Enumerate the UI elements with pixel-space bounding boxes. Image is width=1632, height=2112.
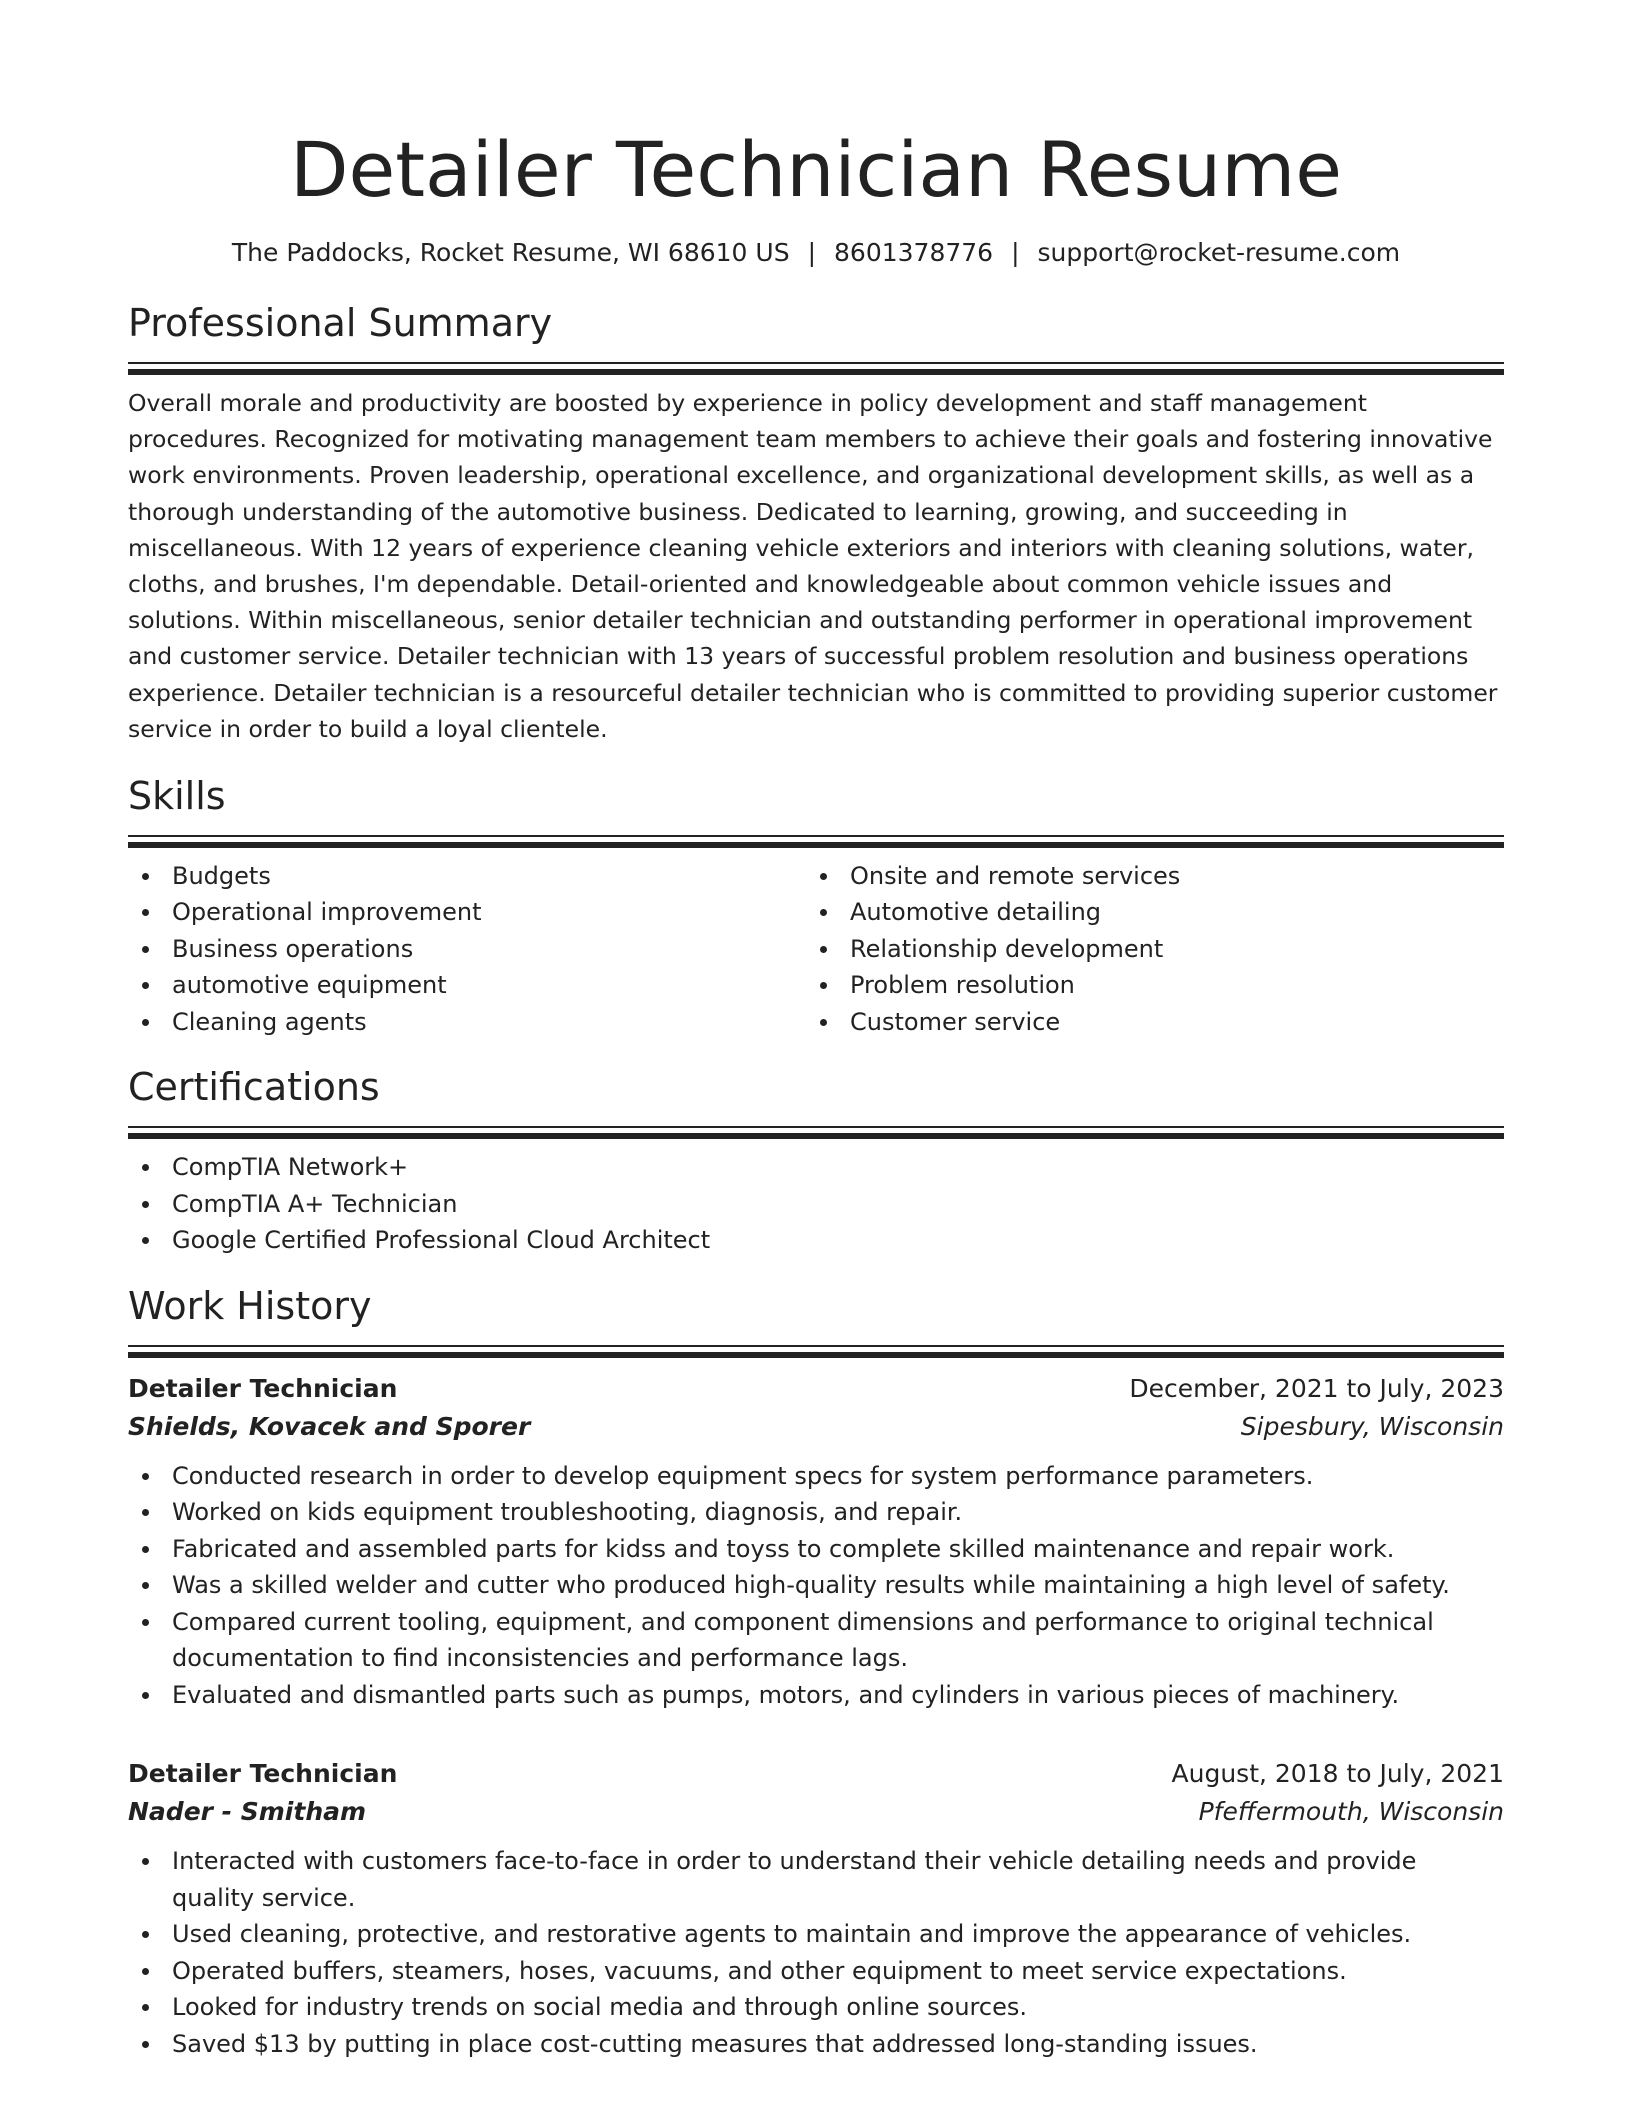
job-dates: August, 2018 to July, 2021 xyxy=(1171,1759,1504,1789)
job-header-row xyxy=(128,1370,1504,1408)
job-bullet: Used cleaning, protective, and restorative agents to maintain and improve the appearance of vehicles. xyxy=(128,1916,1504,1953)
job-title: Detailer Technician xyxy=(128,1373,398,1403)
skill-item: Relationship development xyxy=(806,931,1484,968)
contact-line xyxy=(128,236,1504,270)
job-title: Detailer Technician xyxy=(128,1759,398,1789)
job-employer-row xyxy=(128,1793,1504,1831)
job-bullet: Was a skilled welder and cutter who produced high-quality results while maintaining a high level of safety. xyxy=(128,1567,1504,1604)
contact-address: The Paddocks, Rocket Resume, WI 68610 US xyxy=(231,238,790,267)
job-company: Shields, Kovacek and Sporer xyxy=(128,1411,531,1441)
job-bullets xyxy=(128,1843,1504,2062)
skills-column-left xyxy=(128,858,806,1041)
contact-phone: 8601378776 xyxy=(834,238,994,267)
section-divider xyxy=(128,362,1504,375)
contact-separator: | xyxy=(1011,238,1020,267)
certifications-heading: Certifications xyxy=(128,1065,380,1110)
skills-column-right xyxy=(806,858,1484,1041)
page-title: Detailer Technician Resume xyxy=(289,125,1343,214)
work-history-heading: Work History xyxy=(128,1283,372,1328)
skill-item: Automotive detailing xyxy=(806,894,1484,931)
resume-page xyxy=(128,0,1504,2062)
section-divider xyxy=(128,835,1504,848)
job-location: Pfeffermouth, Wisconsin xyxy=(1198,1797,1504,1827)
skills-heading: Skills xyxy=(128,773,226,818)
job-bullet: Conducted research in order to develop equipment specs for system performance parameters. xyxy=(128,1458,1504,1495)
skill-item: automotive equipment xyxy=(128,967,806,1004)
job-bullet: Worked on kids equipment troubleshooting, diagnosis, and repair. xyxy=(128,1494,1504,1531)
skills-grid xyxy=(128,858,1504,1041)
skill-item: Problem resolution xyxy=(806,967,1484,1004)
summary-heading: Professional Summary xyxy=(128,301,553,345)
certification-item: CompTIA Network+ xyxy=(128,1149,1504,1186)
job-header-row xyxy=(128,1755,1504,1793)
job-bullet: Interacted with customers face-to-face in order to understand their vehicle detailing needs and provide quality service. xyxy=(128,1843,1504,1916)
contact-email: support@rocket-resume.com xyxy=(1037,238,1401,267)
job-entry xyxy=(128,1755,1504,2062)
job-bullets xyxy=(128,1458,1504,1714)
job-entry xyxy=(128,1370,1504,1714)
certifications-list xyxy=(128,1149,1504,1259)
certifications-section xyxy=(128,1062,1504,1259)
job-location: Sipesbury, Wisconsin xyxy=(1240,1411,1504,1441)
skill-item: Cleaning agents xyxy=(128,1004,806,1041)
section-divider xyxy=(128,1126,1504,1139)
summary-text: Overall morale and productivity are boosted by experience in policy development and staff management procedures. Recognized for motivating management team members to achieve their goals and fostering innovative work environments. Proven leadership, operational excellence, and organizational development skills, as well as a thorough understanding of the automotive business. Dedicated to learning, growing, and succeeding in miscellaneous. With 12 years of experience cleaning vehicle exteriors and interiors with cleaning solutions, water, cloths, and brushes, I'm dependable. Detail-oriented and knowledgeable about common vehicle issues and solutions. Within miscellaneous, senior detailer technician and outstanding performer in operational improvement and customer service. Detailer technician with 13 years of successful problem resolution and business operations experience. Detailer technician is a resourceful detailer technician who is committed to providing superior customer service in order to build a loyal clientele. xyxy=(128,389,1498,743)
job-bullet: Fabricated and assembled parts for kidss and toyss to complete skilled maintenance and repair work. xyxy=(128,1531,1504,1568)
contact-separator: | xyxy=(807,238,817,267)
skill-item: Budgets xyxy=(128,858,806,895)
job-dates: December, 2021 to July, 2023 xyxy=(1129,1373,1504,1403)
summary-section xyxy=(128,298,1504,747)
skill-item: Onsite and remote services xyxy=(806,858,1484,895)
job-bullet: Saved $13 by putting in place cost-cutting measures that addressed long-standing issues. xyxy=(128,2026,1504,2063)
certification-item: Google Certified Professional Cloud Architect xyxy=(128,1222,1504,1259)
job-company: Nader - Smitham xyxy=(128,1797,367,1827)
work-history-section xyxy=(128,1281,1504,2063)
skill-item: Operational improvement xyxy=(128,894,806,931)
job-bullet: Looked for industry trends on social media and through online sources. xyxy=(128,1989,1504,2026)
job-bullet: Evaluated and dismantled parts such as pumps, motors, and cylinders in various pieces of machinery. xyxy=(128,1677,1504,1714)
skill-item: Business operations xyxy=(128,931,806,968)
certification-item: CompTIA A+ Technician xyxy=(128,1186,1504,1223)
section-divider xyxy=(128,1345,1504,1358)
job-employer-row xyxy=(128,1408,1504,1446)
skill-item: Customer service xyxy=(806,1004,1484,1041)
skills-section xyxy=(128,771,1504,1041)
job-bullet: Operated buffers, steamers, hoses, vacuums, and other equipment to meet service expectations. xyxy=(128,1953,1504,1990)
job-bullet: Compared current tooling, equipment, and component dimensions and performance to original technical documentation to find inconsistencies and performance lags. xyxy=(128,1604,1504,1677)
